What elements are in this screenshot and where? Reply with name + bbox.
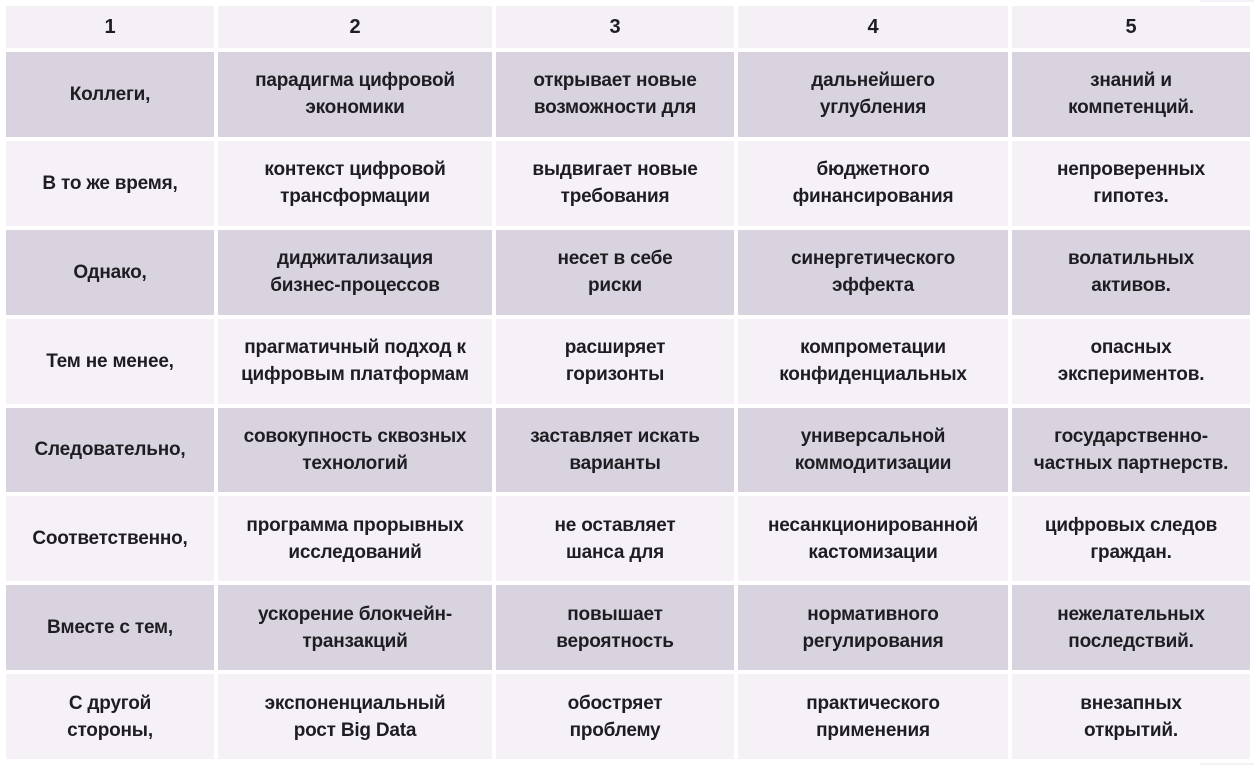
table-cell: нежелательных последствий. <box>1012 585 1250 670</box>
table-cell: опасных экспериментов. <box>1012 319 1250 404</box>
table-cell: дальнейшего углубления <box>738 52 1008 137</box>
table-cell: универсальной коммодитизации <box>738 408 1008 493</box>
column-header: 1 <box>6 6 214 48</box>
table-cell: нормативного регулирования <box>738 585 1008 670</box>
table-cell: знаний и компетенций. <box>1012 52 1250 137</box>
table-cell: не оставляет шанса для <box>496 496 734 581</box>
table-cell: заставляет искать варианты <box>496 408 734 493</box>
table-row <box>6 141 1250 226</box>
column-header: 4 <box>738 6 1008 48</box>
table-cell: парадигма цифровой экономики <box>218 52 492 137</box>
table-cell: Однако, <box>6 230 214 315</box>
table-cell: повышает вероятность <box>496 585 734 670</box>
table-cell: внезапных открытий. <box>1012 674 1250 759</box>
table-cell: контекст цифровой трансформации <box>218 141 492 226</box>
table-row <box>6 496 1250 581</box>
column-header: 5 <box>1012 6 1250 48</box>
header-row <box>6 6 1250 48</box>
table-cell: С другой стороны, <box>6 674 214 759</box>
table-cell: непроверенных гипотез. <box>1012 141 1250 226</box>
column-header: 2 <box>218 6 492 48</box>
table-cell: бюджетного финансирования <box>738 141 1008 226</box>
table-cell: прагматичный подход к цифровым платформам <box>218 319 492 404</box>
table-cell: диджитализация бизнес-процессов <box>218 230 492 315</box>
table-cell: открывает новые возможности для <box>496 52 734 137</box>
phrase-table <box>2 2 1254 763</box>
table-row <box>6 52 1250 137</box>
table-cell: совокупность сквозных технологий <box>218 408 492 493</box>
table-row <box>6 674 1250 759</box>
table-cell: выдвигает новые требования <box>496 141 734 226</box>
table-cell: цифровых следов граждан. <box>1012 496 1250 581</box>
table-cell: экспоненциальный рост Big Data <box>218 674 492 759</box>
table-cell: программа прорывных исследований <box>218 496 492 581</box>
table-cell: несанкционированной кастомизации <box>738 496 1008 581</box>
table-cell: Коллеги, <box>6 52 214 137</box>
table-cell: ускорение блокчейн- транзакций <box>218 585 492 670</box>
table-row <box>6 319 1250 404</box>
table-row <box>6 230 1250 315</box>
table-cell: практического применения <box>738 674 1008 759</box>
table-row <box>6 408 1250 493</box>
table-cell: Соответственно, <box>6 496 214 581</box>
table-cell: государственно- частных партнерств. <box>1012 408 1250 493</box>
table-cell: В то же время, <box>6 141 214 226</box>
table-cell: Вместе с тем, <box>6 585 214 670</box>
column-header: 3 <box>496 6 734 48</box>
table-cell: компрометации конфиденциальных <box>738 319 1008 404</box>
table-cell: Следовательно, <box>6 408 214 493</box>
table-cell: обостряет проблему <box>496 674 734 759</box>
table-cell: волатильных активов. <box>1012 230 1250 315</box>
table-cell: синергетического эффекта <box>738 230 1008 315</box>
table-cell: несет в себе риски <box>496 230 734 315</box>
table-row <box>6 585 1250 670</box>
table-cell: расширяет горизонты <box>496 319 734 404</box>
table-cell: Тем не менее, <box>6 319 214 404</box>
